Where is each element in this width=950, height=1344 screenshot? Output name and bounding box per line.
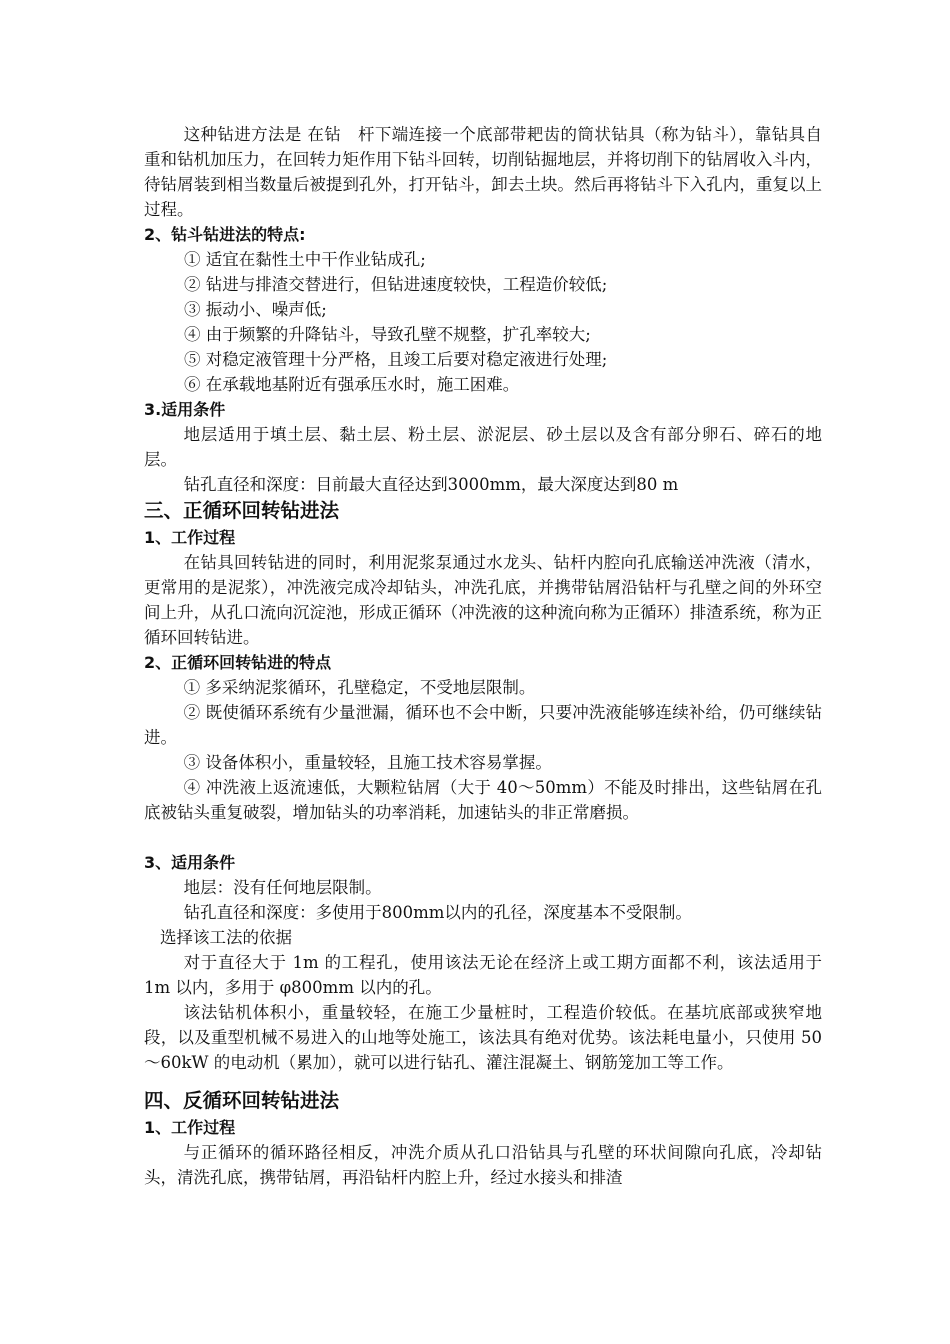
conditions-text: 地层适用于填土层、黏土层、粉土层、淤泥层、砂土层以及含有部分卵石、碎石的地层。 xyxy=(144,425,822,469)
feature-item-4: ④ 由于频繁的升降钻斗，导致孔壁不规整，扩孔率较大; xyxy=(184,325,591,344)
section-heading-process: 1、工作过程 xyxy=(144,528,236,547)
process-text: 在钻具回转钻进的同时，利用泥浆泵通过水龙头、钻杆内腔向孔底输送冲洗液（清水，更常用的是泥浆），冲洗液完成冷却钻头，冲洗孔底，并携带钻屑沿钻杆与孔壁之间的外环空间上升，从孔口流向沉淀池，形成正循环（冲洗液的这种流向称为正循环）排渣系统，称为正循环回转钻进。 xyxy=(144,553,822,647)
forward-feature-1: ① 多采纳泥浆循环，孔壁稳定，不受地层限制。 xyxy=(183,678,536,697)
reverse-process-text: 与正循环的循环路径相反，冲洗介质从孔口沿钻具与孔壁的环状间隙向孔底，冷却钻头，清洗孔底，携带钻屑，再沿钻杆内腔上升，经过水接头和排渣 xyxy=(144,1143,822,1187)
drill-bucket-intro: 这种钻进方法是 在钻 杆下端连接一个底部带耙齿的筒状钻具（称为钻斗），靠钻具自重和钻机加压力，在回转力矩作用下钻斗回转，切削钻掘地层，并将切削下的钻屑收入斗内，待钻屑装到相当数量后被提到孔外，打开钻斗，卸去土块。然后再将钻斗下入孔内，重复以上过程。 xyxy=(144,125,822,219)
document-page xyxy=(144,122,822,1190)
forward-feature-3: ③ 设备体积小，重量较轻，且施工技术容易掌握。 xyxy=(183,753,552,772)
diameter-text: 钻孔直径和深度：目前最大直径达到3000mm，最大深度达到80 m xyxy=(183,475,679,494)
chapter-title-reverse-circulation: 四、反循环回转钻进法 xyxy=(144,1089,340,1112)
chapter-title-forward-circulation: 三、正循环回转钻进法 xyxy=(144,499,340,522)
feature-item-6: ⑥ 在承载地基附近有强承压水时，施工困难。 xyxy=(184,375,520,394)
section-heading-conditions: 3.适用条件 xyxy=(144,400,226,419)
feature-item-3: ③ 振动小、噪声低; xyxy=(184,300,327,319)
basis-paragraph-2: 该法钻机体积小，重量较轻，在施工少量桩时，工程造价较低。在基坑底部或狭窄地段，以及重型机械不易进入的山地等处施工，该法具有绝对优势。该法耗电量小，只使用 50～60kW 的电动机（累加），就可以进行钻孔、灌注混凝土、钢筋笼加工等工作。 xyxy=(144,1003,822,1072)
feature-item-2: ② 钻进与排渣交替进行，但钻进速度较快，工程造价较低; xyxy=(184,275,608,294)
basis-heading: 选择该工法的依据 xyxy=(160,928,292,947)
feature-item-5: ⑤ 对稳定液管理十分严格，且竣工后要对稳定液进行处理; xyxy=(184,350,608,369)
section-heading-features: 2、钻斗钻进法的特点: xyxy=(144,225,306,244)
spacer xyxy=(144,1075,822,1087)
forward-feature-2: ② 既使循环系统有少量泄漏，循环也不会中断，只要冲洗液能够连续补给，仍可继续钻进。 xyxy=(144,703,822,747)
section-heading-forward-conditions: 3、适用条件 xyxy=(144,853,236,872)
feature-item-1: ① 适宜在黏性土中干作业钻成孔; xyxy=(184,250,426,269)
stratum-text: 地层：没有任何地层限制。 xyxy=(183,878,382,897)
spacer xyxy=(144,825,822,850)
section-heading-reverse-process: 1、工作过程 xyxy=(144,1118,236,1137)
section-heading-forward-features: 2、正循环回转钻进的特点 xyxy=(144,653,332,672)
forward-feature-4: ④ 冲洗液上返流速低，大颗粒钻屑（大于 40～50mm）不能及时排出，这些钻屑在孔底被钻头重复破裂，增加钻头的功率消耗，加速钻头的非正常磨损。 xyxy=(144,778,822,822)
forward-diameter-text: 钻孔直径和深度：多使用于800mm以内的孔径，深度基本不受限制。 xyxy=(183,903,692,922)
basis-paragraph-1: 对于直径大于 1m 的工程孔，使用该法无论在经济上或工期方面都不利，该法适用于 1m 以内，多用于 φ800mm 以内的孔。 xyxy=(144,953,822,997)
